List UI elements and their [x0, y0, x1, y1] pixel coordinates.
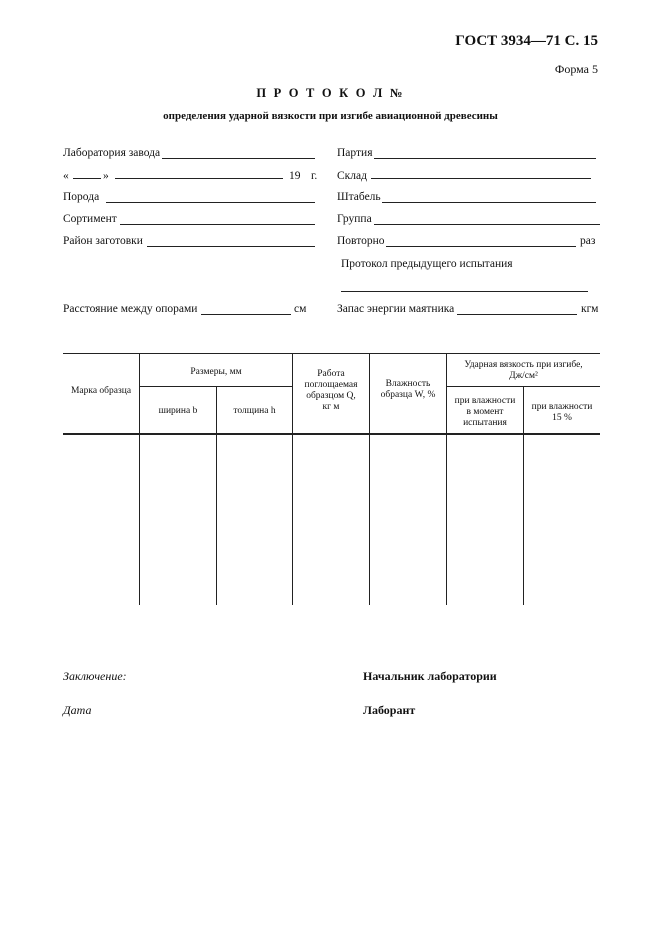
col-header-work-line-2: поглощаемая — [304, 380, 358, 390]
assistant-label: Лаборант — [363, 703, 416, 717]
head-of-lab-label: Начальник лаборатории — [363, 669, 497, 683]
date-close-quote: » — [103, 170, 109, 182]
repeat-label: Повторно — [337, 235, 385, 247]
col-header-at-moment-line-1: при влажности — [454, 396, 516, 406]
repeat-unit: раз — [580, 235, 596, 247]
col-header-at-moment-line-3: испытания — [463, 418, 507, 428]
col-header-work-line-4: кг м — [322, 402, 340, 412]
group-field[interactable] — [374, 224, 600, 225]
col-header-at-moment — [447, 396, 523, 429]
lab-label: Лаборатория завода — [63, 147, 161, 159]
table-top-border — [63, 353, 600, 354]
prev-protocol-label: Протокол предыдущего испытания — [341, 258, 513, 270]
col-header-sizes: Размеры, мм — [190, 367, 242, 377]
col-header-at-15 — [524, 402, 600, 424]
energy-field[interactable] — [457, 314, 577, 315]
col-header-viscosity — [447, 360, 600, 382]
col-separator-1 — [139, 353, 140, 605]
col-header-mark: Марка образца — [70, 386, 132, 396]
col-header-humidity-line-2: образца W, % — [380, 390, 436, 400]
batch-label: Партия — [337, 147, 373, 159]
stack-label: Штабель — [337, 191, 381, 203]
batch-field[interactable] — [374, 158, 596, 159]
col-separator-5 — [446, 353, 447, 605]
col-header-humidity — [370, 379, 446, 401]
energy-label: Запас энергии маятника — [337, 303, 455, 315]
col-header-at-15-line-1: при влажности — [531, 402, 593, 412]
col-header-width: ширина b — [158, 406, 198, 416]
warehouse-field[interactable] — [371, 178, 591, 179]
assortment-field[interactable] — [120, 224, 315, 225]
distance-field[interactable] — [201, 314, 291, 315]
repeat-field[interactable] — [386, 246, 576, 247]
species-field[interactable] — [106, 202, 315, 203]
col-header-humidity-line-1: Влажность — [385, 379, 431, 389]
col-header-work-line-3: образцом Q, — [306, 391, 356, 401]
col-header-at-moment-line-2: в момент — [466, 407, 504, 417]
protocol-subtitle: определения ударной вязкости при изгибе авиационной древесины — [163, 110, 498, 122]
prev-protocol-field[interactable] — [341, 291, 588, 292]
col-separator-2 — [216, 387, 217, 605]
conclusion-label: Заключение: — [63, 669, 127, 683]
stack-field[interactable] — [382, 202, 596, 203]
distance-unit: см — [294, 303, 307, 315]
assortment-label: Сортимент — [63, 213, 117, 225]
protocol-title: П Р О Т О К О Л № — [256, 86, 405, 100]
month-field[interactable] — [115, 178, 283, 179]
lab-field[interactable] — [162, 158, 315, 159]
year-prefix: 19 — [289, 170, 301, 182]
col-header-thickness: толщина h — [233, 406, 276, 416]
warehouse-label: Склад — [337, 170, 367, 182]
date-open-quote: « — [63, 170, 69, 182]
col-header-viscosity-line-1: Ударная вязкость при изгибе, — [464, 360, 583, 370]
group-label: Группа — [337, 213, 372, 225]
document-code: ГОСТ 3934—71 С. 15 — [455, 33, 598, 49]
day-field[interactable] — [73, 178, 101, 179]
area-label: Район заготовки — [63, 235, 143, 247]
col-header-work — [293, 369, 369, 413]
date-label: Дата — [63, 703, 92, 717]
area-field[interactable] — [147, 246, 315, 247]
distance-label: Расстояние между опорами — [63, 303, 198, 315]
col-header-at-15-line-2: 15 % — [552, 413, 572, 423]
col-header-work-line-1: Работа — [317, 369, 345, 379]
species-label: Порода — [63, 191, 100, 203]
energy-unit: кгм — [581, 303, 599, 315]
form-number: Форма 5 — [554, 62, 598, 76]
year-suffix: г. — [311, 170, 318, 182]
col-header-viscosity-line-2: Дж/см² — [509, 371, 538, 381]
table-header-border — [63, 433, 600, 435]
